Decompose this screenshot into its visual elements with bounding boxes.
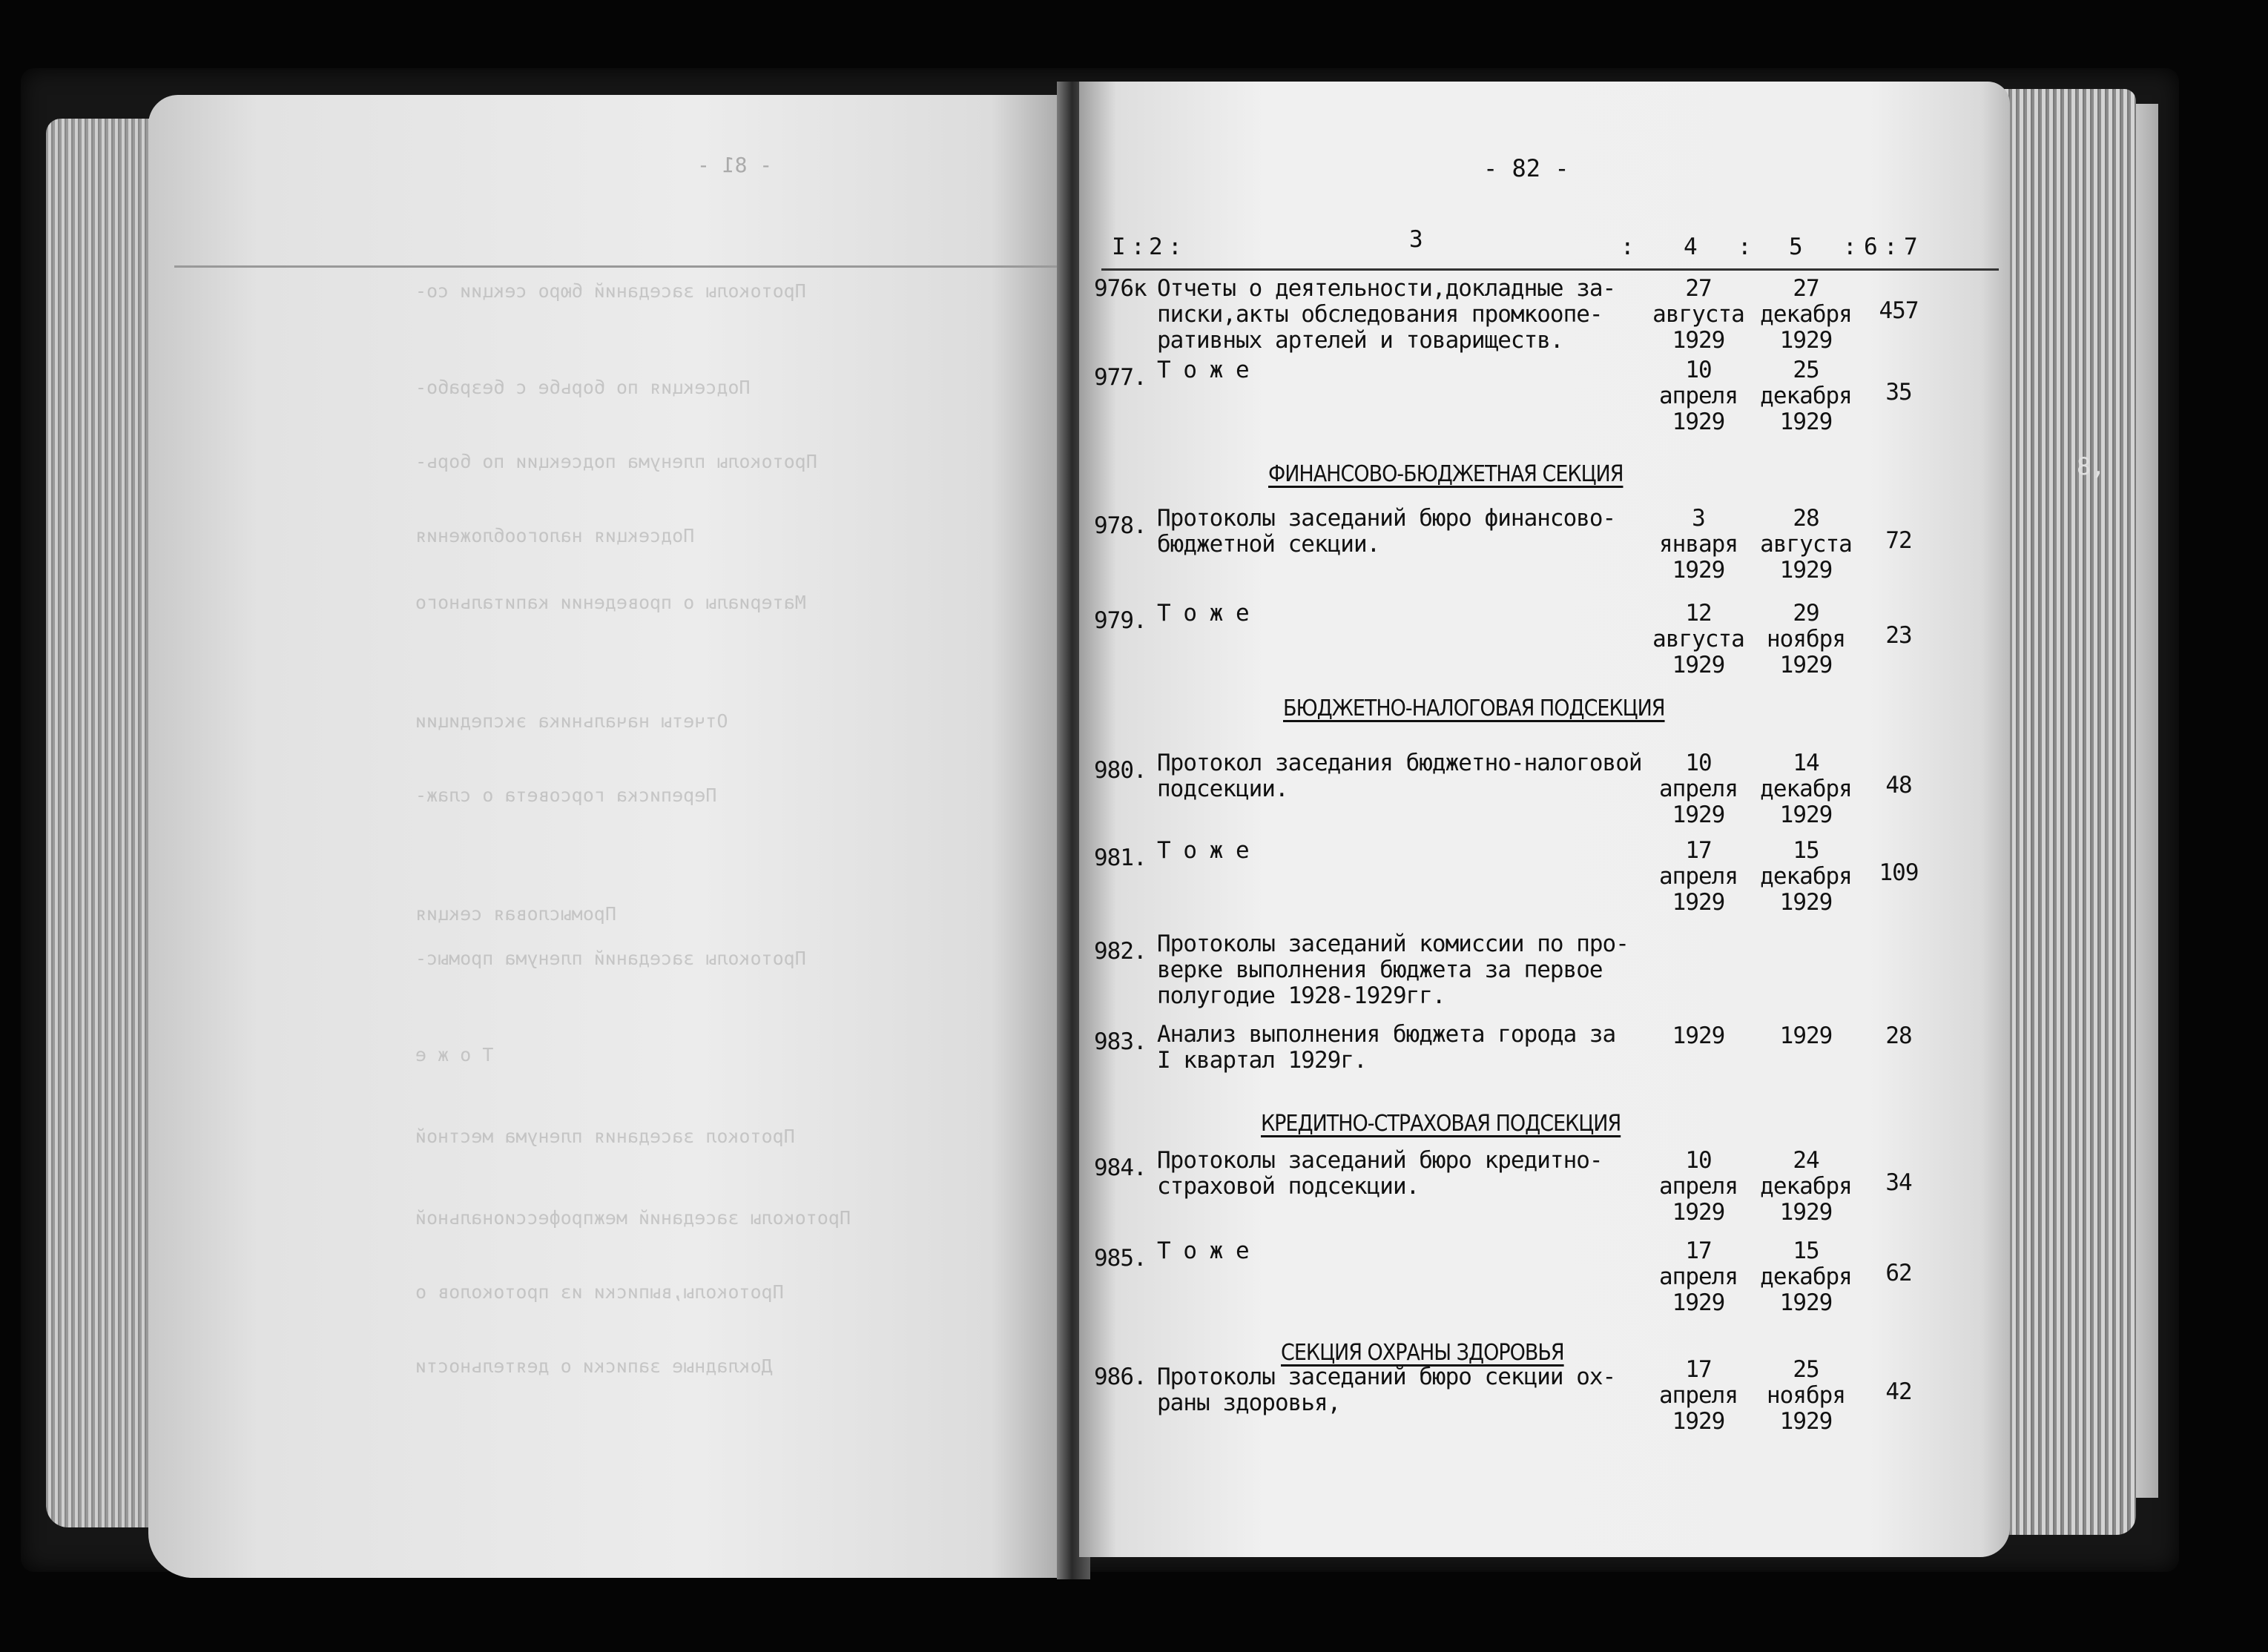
col-header-1: I bbox=[1112, 234, 1126, 260]
section-heading-budget-tax: БЮДЖЕТНО-НАЛОГОВАЯ ПОДСЕКЦИЯ bbox=[1283, 696, 1665, 721]
row-number: 983. bbox=[1094, 1028, 1147, 1055]
left-ghost-line: Протоколы заседаний межпрофессиональной bbox=[415, 1207, 851, 1229]
left-ghost-line: Т о ж е bbox=[415, 1044, 494, 1065]
row-number: 976к bbox=[1094, 275, 1147, 302]
row-sheet-count: 109 bbox=[1879, 859, 1919, 886]
row-title: Т о ж е bbox=[1157, 357, 1249, 383]
row-sheet-count: 35 bbox=[1885, 379, 1912, 406]
col-header-6: 6 bbox=[1864, 234, 1878, 260]
right-page bbox=[1079, 82, 2010, 1557]
left-ghost-line: Промысловая секция bbox=[415, 903, 616, 925]
row-number: 978. bbox=[1094, 512, 1147, 539]
page-number: - 82 - bbox=[1483, 154, 1569, 182]
left-ghost-line: Подсекция налогообложения bbox=[415, 525, 695, 546]
row-number: 980. bbox=[1094, 757, 1147, 784]
row-end-date: 27 декабря 1929 bbox=[1760, 275, 1852, 354]
row-number: 981. bbox=[1094, 845, 1147, 871]
left-ghost-line: Протоколы пленума подсекции по борь- bbox=[415, 451, 817, 472]
left-header-rule bbox=[174, 265, 1064, 268]
left-ghost-line: Докладные записки о деятельности bbox=[415, 1355, 773, 1377]
row-end-date: 25 декабря 1929 bbox=[1760, 357, 1852, 436]
row-number: 982. bbox=[1094, 938, 1147, 965]
left-ghost-line: Подсекция по борьбе с безрабо- bbox=[415, 377, 751, 398]
margin-note: 8, bbox=[2077, 452, 2106, 480]
row-title: Протокол заседания бюджетно-налоговой подсекции. bbox=[1157, 750, 1642, 803]
col-header-3: 3 bbox=[1409, 226, 1423, 253]
row-end-date: 15 декабря 1929 bbox=[1760, 837, 1852, 916]
row-number: 985. bbox=[1094, 1245, 1147, 1272]
row-end-date: 28 августа 1929 bbox=[1760, 505, 1852, 584]
section-heading-finance: ФИНАНСОВО-БЮДЖЕТНАЯ СЕКЦИЯ bbox=[1268, 461, 1623, 487]
row-start-date: 17 апреля 1929 bbox=[1659, 1238, 1738, 1317]
row-start-date: 12 августа 1929 bbox=[1652, 600, 1744, 679]
row-sheet-count: 48 bbox=[1885, 772, 1912, 799]
col-sep: : bbox=[1621, 234, 1635, 260]
row-start-date: 3 января 1929 bbox=[1659, 505, 1738, 584]
left-ghost-line: Протоколы,выписки из протоколов о bbox=[415, 1281, 784, 1303]
row-number: 986. bbox=[1094, 1364, 1147, 1390]
col-sep: : bbox=[1884, 234, 1898, 260]
left-ghost-line: Протоколы заседаний пленума промыс- bbox=[415, 948, 806, 969]
row-number: 984. bbox=[1094, 1154, 1147, 1181]
row-start-date: 17 апреля 1929 bbox=[1659, 1356, 1738, 1435]
row-number: 979. bbox=[1094, 607, 1147, 634]
section-heading-health: СЕКЦИЯ ОХРАНЫ ЗДОРОВЬЯ bbox=[1281, 1340, 1564, 1366]
row-title: Протоколы заседаний комиссии по про- верке выполнения бюджета за первое полугодие 1928-1929гг. bbox=[1157, 931, 1629, 1010]
col-header-5: 5 bbox=[1789, 234, 1803, 260]
row-title: Протоколы заседаний бюро финансово- бюджетной секции. bbox=[1157, 505, 1616, 558]
row-number: 977. bbox=[1094, 364, 1147, 391]
right-page-edges bbox=[1988, 89, 2136, 1535]
row-title: Отчеты о деятельности,докладные за- писки,акты обследования промкоопе- ративных артелей и товариществ. bbox=[1157, 275, 1616, 354]
col-sep: : bbox=[1843, 234, 1857, 260]
header-rule bbox=[1101, 268, 1999, 271]
row-end-date: 25 ноября 1929 bbox=[1767, 1356, 1845, 1435]
col-header-2: 2 bbox=[1149, 234, 1163, 260]
left-ghost-line: Переписка горсовета о слаж- bbox=[415, 784, 717, 806]
row-sheet-count: 62 bbox=[1885, 1260, 1912, 1286]
row-end-date: 14 декабря 1929 bbox=[1760, 750, 1852, 829]
row-start-date: 10 апреля 1929 bbox=[1659, 750, 1738, 829]
row-end-date: 24 декабря 1929 bbox=[1760, 1147, 1852, 1226]
row-start-date: 10 апреля 1929 bbox=[1659, 1147, 1738, 1226]
row-title: Протоколы заседаний бюро кредитно- страховой подсекции. bbox=[1157, 1147, 1603, 1200]
row-title: Протоколы заседаний бюро секции ох- раны здоровья, bbox=[1157, 1364, 1616, 1417]
left-ghost-line: Материалы о проведении капитального bbox=[415, 592, 806, 613]
col-sep: : bbox=[1168, 234, 1182, 260]
row-start-date: 27 августа 1929 bbox=[1652, 275, 1744, 354]
col-sep: : bbox=[1131, 234, 1145, 260]
row-sheet-count: 457 bbox=[1879, 297, 1919, 324]
left-page-number: - 81 - bbox=[697, 153, 773, 177]
row-sheet-count: 42 bbox=[1885, 1378, 1912, 1405]
col-sep: : bbox=[1738, 234, 1752, 260]
row-start-date: 10 апреля 1929 bbox=[1659, 357, 1738, 436]
row-title: Т о ж е bbox=[1157, 1238, 1249, 1264]
row-sheet-count: 23 bbox=[1885, 622, 1912, 649]
row-title: Т о ж е bbox=[1157, 837, 1249, 864]
row-sheet-count: 34 bbox=[1885, 1169, 1912, 1196]
col-header-4: 4 bbox=[1684, 234, 1698, 260]
row-title: Т о ж е bbox=[1157, 600, 1249, 627]
left-page bbox=[148, 95, 1064, 1578]
row-end-date: 1929 bbox=[1779, 1022, 1833, 1049]
row-start-date: 1929 bbox=[1672, 1022, 1725, 1049]
col-header-7: 7 bbox=[1904, 234, 1918, 260]
left-ghost-line: Протоколы заседаний бюро секции со- bbox=[415, 280, 806, 302]
row-start-date: 17 апреля 1929 bbox=[1659, 837, 1738, 916]
row-sheet-count: 28 bbox=[1885, 1022, 1912, 1049]
row-end-date: 15 декабря 1929 bbox=[1760, 1238, 1852, 1317]
row-title: Анализ выполнения бюджета города за I квартал 1929г. bbox=[1157, 1021, 1616, 1074]
left-ghost-line: Протокол заседания пленума местной bbox=[415, 1126, 795, 1147]
row-end-date: 29 ноября 1929 bbox=[1767, 600, 1845, 679]
left-ghost-line: Отчеты начальника экспедиции bbox=[415, 710, 728, 732]
row-sheet-count: 72 bbox=[1885, 527, 1912, 554]
section-heading-credit: КРЕДИТНО-СТРАХОВАЯ ПОДСЕКЦИЯ bbox=[1261, 1111, 1621, 1137]
